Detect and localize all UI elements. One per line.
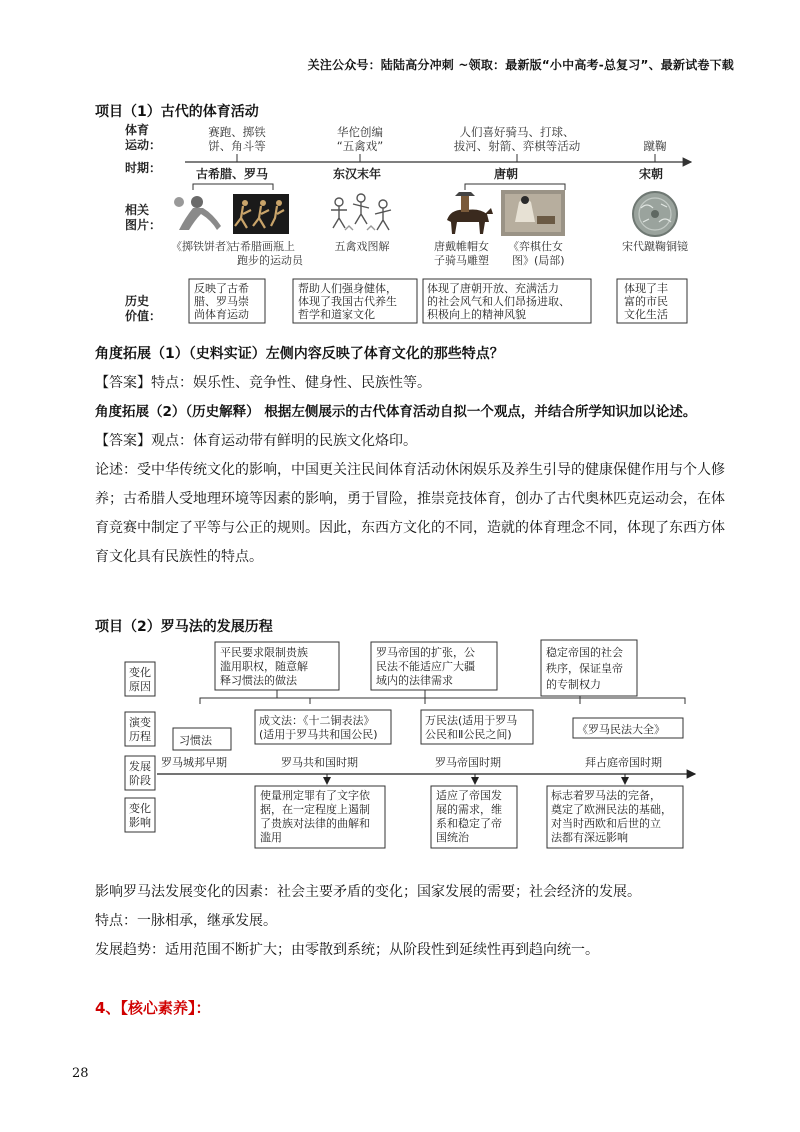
- label-process-2: 历程: [129, 730, 151, 743]
- impact-republic-2: 据，在一定程度上遏制: [260, 803, 370, 816]
- discus-thrower-image: [173, 192, 223, 234]
- go-player-painting-image: [501, 190, 565, 236]
- value-song-3: 文化生活: [624, 308, 668, 321]
- song-bronze-mirror-image: [633, 192, 677, 236]
- section1-title: 项目（1）古代的体育活动: [95, 104, 259, 120]
- impact-byzantine-1: 标志着罗马法的完备，: [551, 789, 661, 802]
- label-impacts-2: 影响: [129, 816, 151, 829]
- activity-greece-2: 饼、角斗等: [208, 139, 266, 153]
- label-impacts-1: 变化: [129, 802, 151, 815]
- label-stages-2: 阶段: [129, 774, 151, 787]
- impact-empire-3: 系和稳定了帝: [436, 817, 502, 830]
- impact-byzantine-3: 对当时西欧和后世的立: [551, 817, 661, 830]
- label-value-2: 价值：: [125, 309, 162, 323]
- value-song-2: 富的市民: [624, 295, 668, 308]
- caption-vase-1: 古希腊画瓶上: [229, 240, 295, 253]
- caption-bronze-mirror: 宋代蹴鞠铜镜: [622, 240, 688, 253]
- value-han-2: 体现了我国古代养生: [298, 295, 397, 308]
- cause-2-line-3: 域内的法律需求: [376, 674, 453, 687]
- cause-1-line-2: 滥用职权，随意解: [220, 660, 308, 673]
- cause-3-line-3: 的专制权力: [546, 678, 601, 691]
- stage-byzantine: 拜占庭帝国时期: [585, 756, 662, 769]
- value-tang-2: 的社会风气和人们昂扬进取、: [427, 295, 570, 308]
- core-literacy-heading: 4、【核心素养】：: [95, 999, 211, 1017]
- page-header: 关注公众号：陆陆高分冲刺 ~领取：最新版“小中高考-总复习”、最新试卷下载: [307, 58, 734, 72]
- value-han-1: 帮助人们强身健体，: [298, 282, 397, 295]
- activity-tang-2: 拔河、射箭、弈棋等活动: [453, 139, 581, 153]
- summary-features: 特点：一脉相承，继承发展。: [95, 913, 277, 929]
- section2-title: 项目（2）罗马法的发展历程: [95, 619, 273, 635]
- impact-republic-4: 滥用: [260, 831, 282, 844]
- label-images-1: 相关: [125, 203, 150, 217]
- process-twelve-tables-2: (适用于罗马共和国公民): [259, 728, 378, 741]
- stage-empire: 罗马帝国时期: [435, 756, 501, 769]
- caption-five-animals: 五禽戏图解: [334, 240, 390, 253]
- vase-runners-image: [233, 194, 289, 234]
- value-greece-1: 反映了古希: [194, 282, 249, 295]
- value-greece-2: 腊、罗马崇: [194, 295, 249, 308]
- process-customary: 习惯法: [179, 734, 212, 747]
- activity-han-2: “五禽戏”: [336, 139, 384, 153]
- process-twelve-tables-1: 成文法：《十二铜表法》: [259, 714, 375, 727]
- label-causes-2: 原因: [129, 680, 151, 693]
- impact-byzantine-2: 奠定了欧洲民法的基础，: [551, 803, 672, 816]
- answer-2: 【答案】观点：体育运动带有鲜明的民族文化烙印。: [95, 433, 417, 449]
- label-stages-1: 发展: [129, 760, 151, 773]
- question-1: 角度拓展（1）（史料实证）左侧内容反映了体育文化的那些特点？: [95, 346, 504, 362]
- five-animals-image: [331, 194, 391, 230]
- impact-empire-2: 展的需求，维: [436, 803, 502, 816]
- caption-vase-2: 跑步的运动员: [237, 254, 303, 267]
- cause-1-line-3: 释习惯法的做法: [220, 674, 297, 687]
- period-han: 东汉末年: [332, 167, 382, 181]
- period-greece-rome: 古希腊、罗马: [195, 167, 269, 181]
- impact-byzantine-4: 法都有深远影响: [551, 831, 628, 844]
- summary-factors: 影响罗马法发展变化的因素：社会主要矛盾的变化；国家发展的需要；社会经济的发展。: [95, 884, 641, 900]
- activity-tang-1: 人们喜好骑马、打球、: [459, 125, 575, 139]
- label-causes-1: 变化: [129, 666, 151, 679]
- value-han-3: 哲学和道家文化: [298, 308, 375, 321]
- process-corpus: 《罗马民法大全》: [577, 723, 665, 736]
- discussion: 论述：受中华传统文化的影响，中国更关注民间体育活动休闲娱乐及养生引导的健康保健作用与个人修养；古希腊人受地理环境等因素的影响，勇于冒险，推崇竞技体育，创办了古代奥林匹克运动会，在体育竞赛中制定了平等与公正的规则。因此，东西方文化的不同，造就的体育理念不同，体现了东西方体育文化具有民族性的特点。: [95, 462, 725, 565]
- question-2: 角度拓展（2）（历史解释） 根据左侧展示的古代体育活动自拟一个观点，并结合所学知识加以论述。: [95, 404, 697, 420]
- ancient-sports-figure: [95, 122, 735, 327]
- label-period: 时期：: [125, 161, 162, 175]
- impact-republic-3: 了贵族对法律的曲解和: [260, 817, 370, 830]
- cause-2-line-2: 民法不能适应广大疆: [376, 660, 475, 673]
- caption-tang-horse-1: 唐戴帷帽女: [434, 240, 489, 253]
- value-song-1: 体现了丰: [624, 282, 668, 295]
- label-activity-2: 运动：: [125, 138, 162, 152]
- label-images-2: 图片：: [125, 218, 162, 232]
- impact-republic-1: 使量刑定罪有了文字依: [260, 789, 370, 802]
- label-value-1: 历史: [125, 294, 150, 308]
- activity-song-1: 蹴鞠: [643, 139, 667, 153]
- period-song: 宋朝: [638, 167, 664, 181]
- period-tang: 唐朝: [493, 167, 519, 181]
- answer-1: 【答案】特点：娱乐性、竞争性、健身性、民族性等。: [95, 375, 431, 391]
- caption-discus-thrower: 《掷铁饼者》: [171, 240, 237, 253]
- cause-3-line-1: 稳定帝国的社会: [546, 646, 623, 659]
- stage-early-city-state: 罗马城邦早期: [161, 756, 227, 769]
- value-greece-3: 尚体育运动: [194, 308, 249, 321]
- impact-empire-1: 适应了帝国发: [436, 789, 502, 802]
- cause-1-line-1: 平民要求限制贵族: [220, 646, 308, 659]
- process-jus-gentium-1: 万民法(适用于罗马: [425, 714, 518, 727]
- value-tang-1: 体现了唐朝开放、充满活力: [427, 282, 559, 295]
- caption-go-painting-2: 图》(局部): [512, 254, 565, 267]
- label-process-1: 演变: [129, 716, 151, 729]
- value-tang-3: 积极向上的精神风貌: [427, 308, 526, 321]
- activity-han-1: 华佗创编: [337, 125, 383, 139]
- activity-greece-1: 赛跑、掷铁: [208, 125, 266, 139]
- impact-empire-4: 国统治: [436, 831, 469, 844]
- stage-republic: 罗马共和国时期: [281, 756, 358, 769]
- tang-horse-rider-image: [441, 192, 493, 236]
- caption-tang-horse-2: 子骑马雕塑: [434, 254, 489, 267]
- summary-trend: 发展趋势：适用范围不断扩大；由零散到系统；从阶段性到延续性再到趋向统一。: [95, 942, 599, 958]
- label-activity-1: 体育: [125, 123, 150, 137]
- process-jus-gentium-2: 公民和Ⅱ公民之间): [425, 728, 512, 741]
- page-number: 28: [72, 1066, 89, 1081]
- caption-go-painting-1: 《弈棋仕女: [508, 240, 563, 253]
- cause-2-line-1: 罗马帝国的扩张，公: [376, 646, 475, 659]
- roman-law-figure: [95, 636, 705, 861]
- cause-3-line-2: 秩序，保证皇帝: [546, 662, 623, 675]
